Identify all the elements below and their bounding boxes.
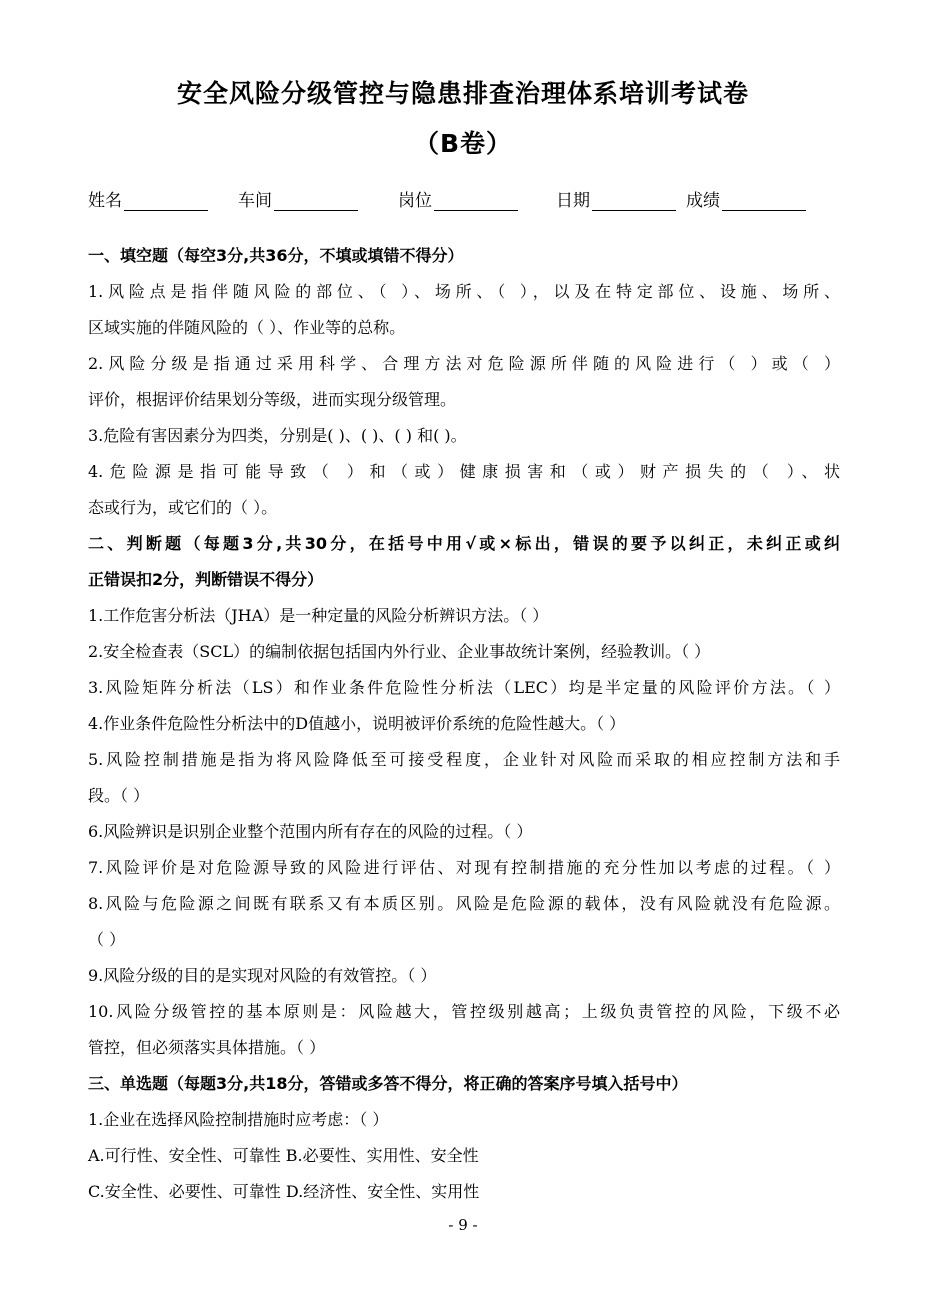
section-heading-fill-blank: 一、填空题（每空3分,共36分，不填或填错不得分） bbox=[88, 246, 464, 265]
date-blank[interactable] bbox=[592, 190, 676, 211]
question-line: 1.风险点是指伴随风险的部位、（ ）、场所、（ ），以及在特定部位、设施、场所、 bbox=[88, 282, 840, 301]
workshop-field[interactable] bbox=[238, 186, 358, 211]
section-heading-single-choice: 三、单选题（每题3分,共18分，答错或多答不得分，将正确的答案序号填入括号中） bbox=[88, 1074, 688, 1093]
question-line: 4.作业条件危险性分析法中的D值越小，说明被评价系统的危险性越大。（ ） bbox=[88, 714, 626, 733]
name-blank[interactable] bbox=[124, 190, 208, 211]
question-line: 1.工作危害分析法（JHA）是一种定量的风险分析辨识方法。（ ） bbox=[88, 606, 549, 625]
exam-title: 安全风险分级管控与隐患排查治理体系培训考试卷 bbox=[176, 79, 749, 108]
name-label: 姓名 bbox=[88, 191, 122, 211]
section-heading-true-false-cont: 正错误扣2分，判断错误不得分） bbox=[88, 570, 324, 589]
question-line: 区域实施的伴随风险的（ ）、作业等的总称。 bbox=[88, 318, 406, 337]
question-line: 态或行为，或它们的（ ）。 bbox=[88, 498, 278, 517]
exam-content bbox=[88, 238, 840, 1210]
date-label: 日期 bbox=[556, 191, 590, 211]
date-field[interactable] bbox=[556, 186, 676, 211]
position-blank[interactable] bbox=[434, 190, 518, 211]
question-line: 段。（ ） bbox=[88, 786, 150, 805]
score-blank[interactable] bbox=[722, 190, 806, 211]
position-field[interactable] bbox=[398, 186, 518, 211]
question-line: 4.危险源是指可能导致（ ）和（或）健康损害和（或）财产损失的（ ）、状 bbox=[88, 462, 840, 481]
student-info-row bbox=[88, 186, 848, 214]
option-line: A.可行性、安全性、可靠性 B.必要性、实用性、安全性 bbox=[88, 1146, 479, 1165]
score-label: 成绩 bbox=[686, 191, 720, 211]
question-line: 评价，根据评价结果划分等级，进而实现分级管理。 bbox=[88, 390, 457, 409]
question-line: 10.风险分级管控的基本原则是：风险越大，管控级别越高；上级负责管控的风险，下级不必 bbox=[88, 1002, 840, 1021]
option-line: C.安全性、必要性、可靠性 D.经济性、安全性、实用性 bbox=[88, 1182, 480, 1201]
question-line: 1.企业在选择风险控制措施时应考虑：（ ） bbox=[88, 1110, 389, 1129]
name-field[interactable] bbox=[88, 186, 208, 211]
question-line: 3.风险矩阵分析法（LS）和作业条件危险性分析法（LEC）均是半定量的风险评价方法。（ ） bbox=[88, 678, 840, 697]
question-line: 6.风险辨识是识别企业整个范围内所有存在的风险的过程。（ ） bbox=[88, 822, 533, 841]
question-line: 2.安全检查表（SCL）的编制依据包括国内外行业、企业事故统计案例，经验教训。（ ） bbox=[88, 642, 711, 661]
exam-subtitle: （B卷） bbox=[413, 129, 513, 158]
question-line: 8.风险与危险源之间既有联系又有本质区别。风险是危险源的载体，没有风险就没有危险源。 bbox=[88, 894, 840, 913]
question-line: 7.风险评价是对危险源导致的风险进行评估、对现有控制措施的充分性加以考虑的过程。（ ） bbox=[88, 858, 840, 877]
workshop-blank[interactable] bbox=[274, 190, 358, 211]
workshop-label: 车间 bbox=[238, 191, 272, 211]
score-field[interactable] bbox=[686, 186, 806, 211]
question-line: （ ） bbox=[88, 930, 126, 949]
question-line: 2.风险分级是指通过采用科学、合理方法对危险源所伴随的风险进行（ ）或（ ） bbox=[88, 354, 840, 373]
page-number: - 9 - bbox=[448, 1216, 478, 1234]
position-label: 岗位 bbox=[398, 191, 432, 211]
question-line: 9.风险分级的目的是实现对风险的有效管控。（ ） bbox=[88, 966, 437, 985]
question-line: 3.危险有害因素分为四类，分别是( )、( )、( ) 和( )。 bbox=[88, 426, 467, 445]
section-heading-true-false: 二、判断题（每题3分,共30分，在括号中用√或×标出，错误的要予以纠正，未纠正或纠 bbox=[88, 534, 840, 553]
question-line: 5.风险控制措施是指为将风险降低至可接受程度，企业针对风险而采取的相应控制方法和手 bbox=[88, 750, 840, 769]
question-line: 管控，但必须落实具体措施。（ ） bbox=[88, 1038, 326, 1057]
